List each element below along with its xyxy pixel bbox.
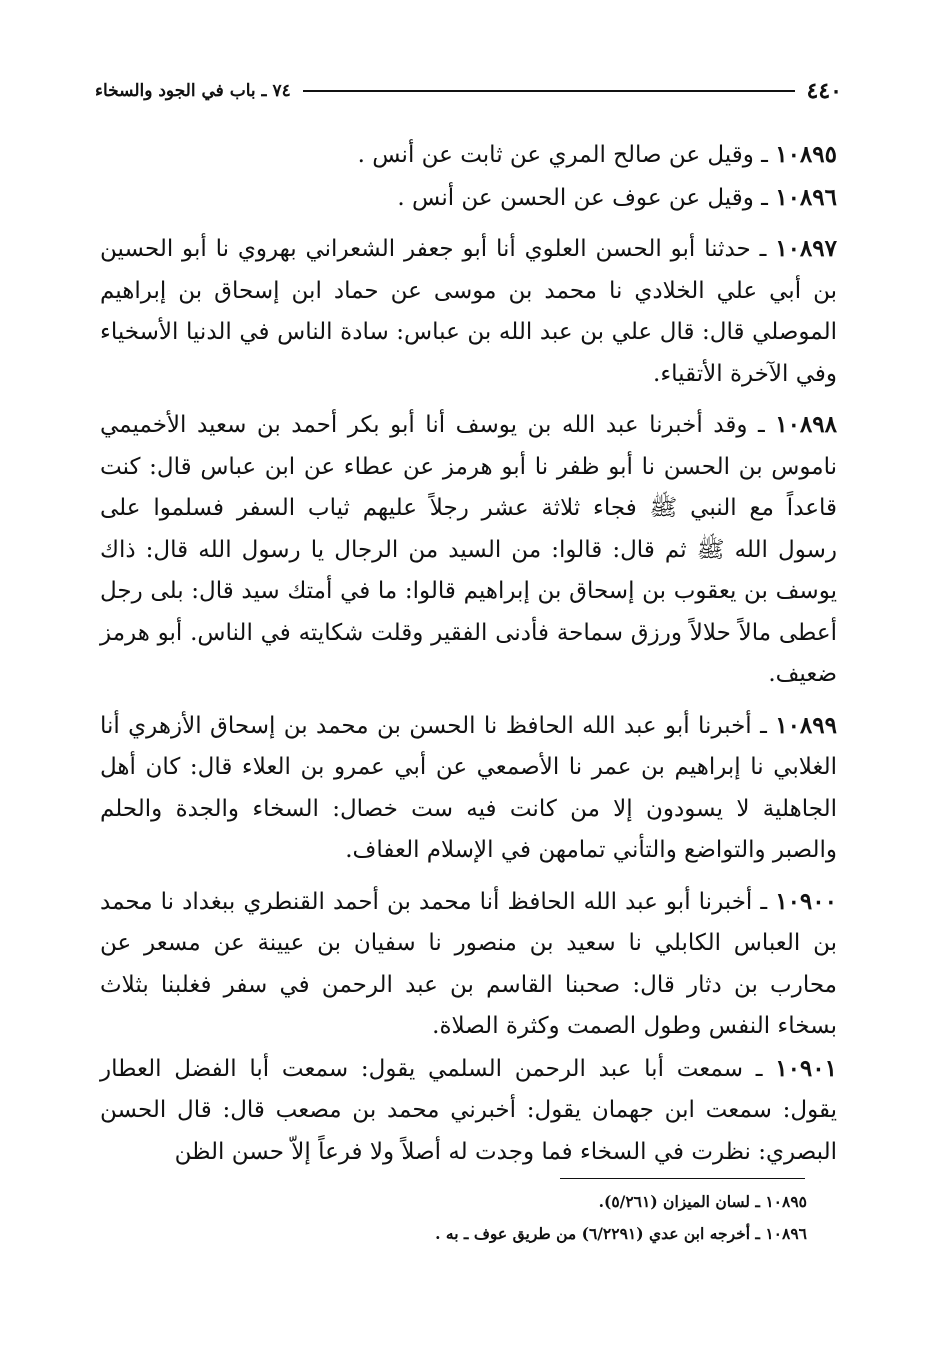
footnote-text: ـ أخرجه ابن عدي (٦/٢٢٩١) من طريق عوف ـ به . bbox=[435, 1224, 766, 1243]
footnote bbox=[100, 1218, 807, 1250]
hadith-text: ـ وقيل عن صالح المري عن ثابت عن أنس . bbox=[357, 142, 776, 168]
running-title: ٧٤ ـ باب في الجود والسخاء bbox=[95, 81, 291, 101]
hadith-text: ـ وقيل عن عوف عن الحسن عن أنس . bbox=[397, 184, 776, 211]
hadith-text: ـ حدثنا أبو الحسن العلوي أنا أبو جعفر الشعراني بهروي نا أبو الحسين بن أبي علي الخلادي نا محمد بن موسى عن حماد ابن إسحاق بن إبراهيم الموصلي قال: قال علي بن عبد الله بن عباس: سادة الناس في الدنيا الأسخياء وفي الآخرة الأتقياء. bbox=[100, 236, 837, 387]
footnotes bbox=[100, 1186, 807, 1250]
footnote-separator bbox=[560, 1178, 805, 1179]
footnote bbox=[100, 1186, 807, 1218]
hadith-paragraph bbox=[100, 1048, 837, 1174]
hadith-paragraph bbox=[100, 881, 837, 1048]
hadith-text: ـ أخبرنا أبو عبد الله الحافظ نا الحسن بن محمد بن إسحاق الأزهري أنا الغلابي نا إبراهيم بن عمر نا الأصمعي عن أبي عمرو بن العلاء قال: كان أهل الجاهلية لا يسودون إلا من كانت فيه ست خصال: السخاء والجدة والحلم والصبر والتواضع والتأني تمامهن في الإسلام العفاف. bbox=[100, 712, 837, 863]
hadith-number: ١٠٨٩٥ bbox=[775, 141, 837, 168]
hadith-number: ١٠٩٠٠ bbox=[775, 887, 837, 915]
hadith-number: ١٠٩٠١ bbox=[775, 1054, 837, 1082]
footnote-text: ـ لسان الميزان (٥/٢٦١). bbox=[598, 1192, 766, 1211]
footnote-number: ١٠٨٩٦ bbox=[765, 1224, 807, 1243]
hadith-text: ـ سمعت أبا عبد الرحمن السلمي يقول: سمعت أبا الفضل العطار يقول: سمعت ابن جهمان يقول: أخبرني محمد بن مصعب قال: قال الحسن البصري: نظرت في السخاء فما وجدت له أصلاً ولا فرعاً إلاّ حسن الظن bbox=[100, 1055, 837, 1165]
page-number: ٤٤٠ bbox=[806, 78, 842, 104]
hadith-number: ١٠٨٩٩ bbox=[775, 711, 837, 739]
hadith-number: ١٠٨٩٦ bbox=[775, 183, 837, 211]
hadith-number: ١٠٨٩٨ bbox=[775, 411, 837, 438]
hadith-text: ـ أخبرنا أبو عبد الله الحافظ أنا محمد بن أحمد القنطري ببغداد نا محمد بن العباس الكابلي نا سعيد بن منصور نا سفيان بن عيينة عن مسعر عن محارب بن دثار قال: صحبنا القاسم بن عبد الرحمن في سفر فغلبنا بثلاث بسخاء النفس وطول الصمت وكثرة الصلاة. bbox=[100, 888, 837, 1039]
main-text bbox=[100, 134, 837, 1173]
header-rule bbox=[303, 90, 795, 92]
hadith-paragraph bbox=[100, 228, 837, 395]
hadith-paragraph bbox=[100, 134, 837, 177]
footnote-number: ١٠٨٩٥ bbox=[765, 1192, 807, 1211]
hadith-paragraph bbox=[100, 705, 837, 872]
page-header bbox=[95, 74, 842, 108]
hadith-number: ١٠٨٩٧ bbox=[775, 235, 837, 262]
hadith-text: ـ وقد أخبرنا عبد الله بن يوسف أنا أبو بكر أحمد بن سعيد الأخميمي ناموس بن الحسن نا أبو ظفر نا أبو هرمز عن عطاء عن ابن عباس قال: كنت قاعداً مع النبي ﷺ فجاء ثلاثة عشر رجلاً عليهم ثياب السفر فسلموا على رسول الله ﷺ ثم قال: قالوا: من السيد من الرجال يا رسول الله قال: ذاك يوسف بن يعقوب بن إسحاق بن إبراهيم قالوا: ما في أمتك سيد قال: بلى رجل أعطى مالاً حلالاً ورزق سماحة فأدنى الفقير وقلت شكايته في الناس. أبو هرمز ضعيف. bbox=[100, 412, 837, 687]
hadith-paragraph bbox=[100, 404, 837, 696]
hadith-paragraph bbox=[100, 177, 837, 220]
